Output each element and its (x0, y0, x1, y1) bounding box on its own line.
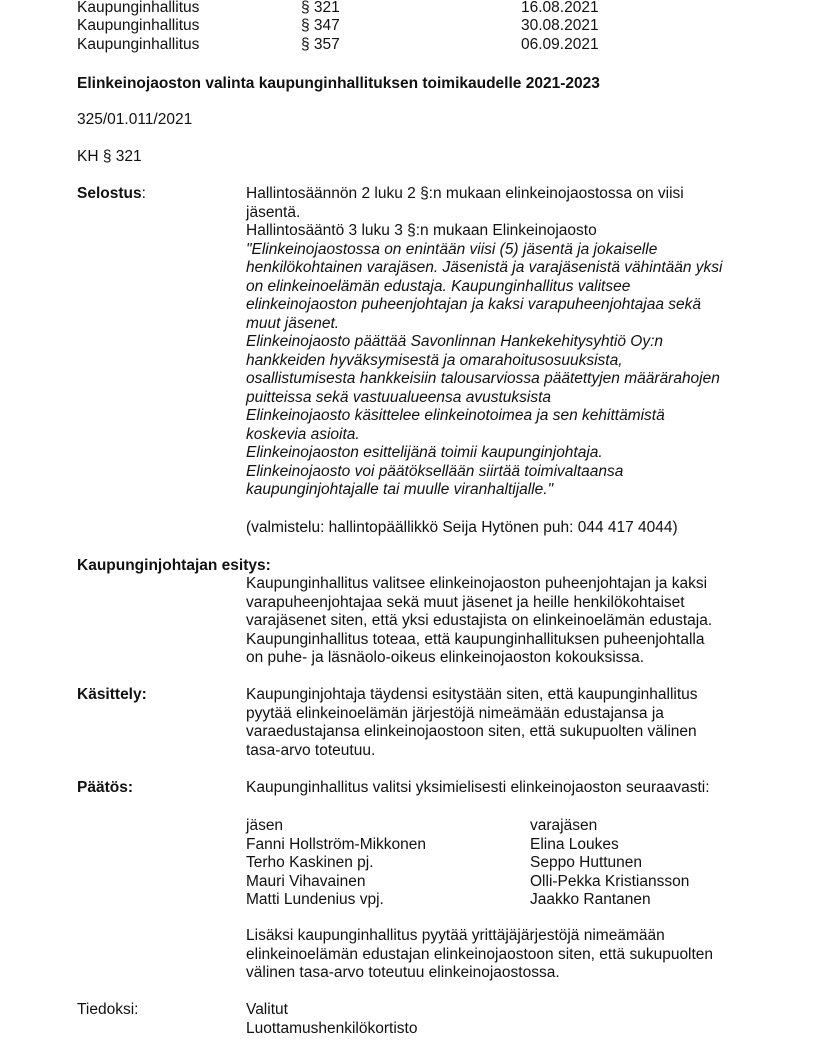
selostus-quote-line: elinkeinojaoston puheenjohtajan ja kaksi varapuheenjohtajaa sekä (246, 296, 702, 313)
selostus-quote-line: henkilökohtainen varajäsen. Jäsenistä ja varajäsenistä vähintään yksi (246, 259, 723, 276)
deputies-column (530, 817, 689, 910)
history-date: 06.09.2021 (521, 36, 599, 53)
history-row (77, 0, 777, 18)
kasittely-line: varaedustajansa elinkeinojaostoon siten, että sukupuolten välinen (246, 723, 697, 740)
addendum-line: elinkeinoelämän edustajan elinkeinojaostoon siten, että sukupuolten (246, 945, 714, 963)
selostus-quote-line: muut jäsenet. (246, 314, 340, 332)
selostus-quote-line: osallistumisesta hankkeisiin talousarviossa päätettyjen määrärahojen (246, 370, 720, 387)
tiedoksi-line: Valitut (246, 1001, 288, 1018)
deputy-name: Elina Loukes (530, 835, 619, 853)
kh-reference: KH § 321 (77, 148, 142, 165)
selostus-line: Hallintosääntö 3 luku 3 §:n mukaan Elinkeinojaosto (246, 222, 597, 239)
deputies-header: varajäsen (530, 817, 598, 834)
record-number: 325/01.011/2021 (77, 111, 193, 128)
history-section: § 347 (301, 17, 340, 34)
esitys-line: Kaupunginhallitus toteaa, että kaupunginhallituksen puheenjohtalla (246, 630, 705, 648)
paatos-intro (246, 779, 756, 798)
preparer-note (246, 519, 756, 538)
esitys-text (246, 575, 756, 668)
selostus-quote-line: Elinkeinojaoston esittelijänä toimii kaupunginjohtaja. (246, 444, 603, 461)
member-name: Terho Kaskinen pj. (246, 854, 374, 871)
history-row (77, 17, 777, 36)
member-name: Mauri Vihavainen (246, 872, 366, 890)
kasittely-text (246, 686, 756, 760)
history-section: § 357 (301, 36, 340, 53)
preparer-line: (valmistelu: hallintopäällikkö Seija Hytönen puh: 044 417 4044) (246, 519, 678, 536)
kasittely-line: tasa-arvo toteutuu. (246, 741, 376, 759)
deputy-name: Seppo Huttunen (530, 854, 643, 871)
esitys-line: varapuheenjohtajaa sekä muut jäsenet ja heille henkilökohtaiset (246, 593, 685, 611)
selostus-quote-line: Elinkeinojaosto päättää Savonlinnan Hankekehitysyhtiö Oy:n (246, 333, 664, 350)
esitys-line: varajäsenet siten, että yksi edustajista on elinkeinoelämän edustaja. (246, 612, 713, 629)
tiedoksi-label: Tiedoksi: (77, 1001, 139, 1018)
deputy-name: Olli-Pekka Kristiansson (530, 872, 690, 890)
history-date: 16.08.2021 (521, 0, 599, 16)
history-body: Kaupunginhallitus (77, 17, 200, 34)
history-body: Kaupunginhallitus (77, 36, 200, 53)
members-column (246, 817, 426, 910)
paatos-addendum (246, 927, 756, 983)
history-row (77, 36, 777, 55)
member-name: Fanni Hollström-Mikkonen (246, 835, 427, 853)
selostus-line: jäsentä. (246, 203, 301, 221)
members-header: jäsen (246, 817, 284, 834)
tiedoksi-text (246, 1001, 756, 1038)
selostus-label: Selostus: (77, 185, 146, 202)
selostus-quote-line: Elinkeinojaosto käsittelee elinkeinotoimea ja sen kehittämistä (246, 407, 665, 424)
kasittely-label: Käsittely: (77, 686, 147, 703)
deputy-name: Jaakko Rantanen (530, 891, 651, 908)
selostus-quote-line: on elinkeinoelämän edustaja. Kaupunginhallitus valitsee (246, 277, 631, 295)
selostus-text (246, 185, 756, 500)
selostus-quote-line: koskevia asioita. (246, 425, 360, 443)
selostus-quote-line: kaupunginjohtajalle tai muulle viranhaltijalle." (246, 481, 554, 498)
history-section: § 321 (301, 0, 340, 16)
esitys-line: on puhe- ja läsnäolo-oikeus elinkeinojaoston kokouksissa. (246, 649, 645, 666)
kasittely-line: pyytää elinkeinoelämän järjestöjä nimeämään edustajansa ja (246, 704, 664, 722)
document-title: Elinkeinojaoston valinta kaupunginhallituksen toimikaudelle 2021-2023 (77, 75, 600, 92)
selostus-quote-line: "Elinkeinojaostossa on enintään viisi (5) jäsentä ja jokaiselle (246, 240, 658, 258)
selostus-quote-line: Elinkeinojaosto voi päätöksellään siirtää toimivaltaansa (246, 462, 624, 480)
addendum-line: Lisäksi kaupunginhallitus pyytää yrittäjäjärjestöjä nimeämään (246, 927, 665, 944)
selostus-line: Hallintosäännön 2 luku 2 §:n mukaan elinkeinojaostossa on viisi (246, 185, 684, 202)
esitys-line: Kaupunginhallitus valitsee elinkeinojaoston puheenjohtajan ja kaksi (246, 575, 708, 592)
paatos-label: Päätös: (77, 779, 133, 796)
history-body: Kaupunginhallitus (77, 0, 200, 16)
kasittely-line: Kaupunginjohtaja täydensi esitystään siten, että kaupunginhallitus (246, 686, 698, 703)
paatos-intro-line: Kaupunginhallitus valitsi yksimielisesti elinkeinojaoston seuraavasti: (246, 779, 710, 796)
history-date: 30.08.2021 (521, 17, 599, 34)
selostus-quote-line: puitteissa sekä vastuualueensa avustuksista (246, 388, 552, 406)
selostus-quote-line: hankkeiden hyväksymisestä ja omarahoitusosuuksista, (246, 351, 623, 369)
tiedoksi-line: Luottamushenkilökortisto (246, 1019, 418, 1037)
esitys-label: Kaupunginjohtajan esitys: (77, 557, 271, 574)
member-name: Matti Lundenius vpj. (246, 891, 384, 908)
addendum-line: välinen tasa-arvo toteutuu elinkeinojaostossa. (246, 964, 560, 981)
